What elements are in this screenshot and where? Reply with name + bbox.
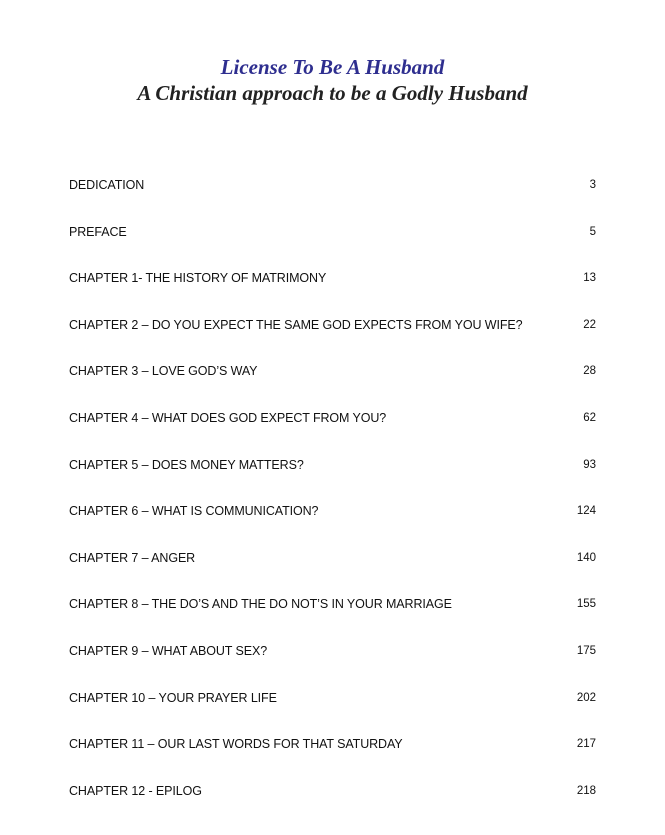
toc-entry-preface[interactable] (69, 219, 596, 266)
toc-page-number: 124 (576, 505, 596, 518)
toc-entry-label: CHAPTER 6 – WHAT IS COMMUNICATION? (69, 504, 319, 519)
toc-entry-label: CHAPTER 12 - EPILOG (69, 783, 202, 798)
toc-entry-label: PREFACE (69, 224, 127, 239)
toc-entry-chapter-8[interactable] (69, 591, 596, 638)
toc-entry-label: CHAPTER 2 – DO YOU EXPECT THE SAME GOD EXPECTS FROM YOU WIFE? (69, 317, 523, 332)
toc-page-number: 13 (583, 272, 596, 285)
toc-entry-chapter-4[interactable] (69, 405, 596, 452)
toc-entry-label: CHAPTER 4 – WHAT DOES GOD EXPECT FROM YOU? (69, 410, 387, 425)
toc-page-number: 5 (589, 225, 596, 238)
toc-entry-label: CHAPTER 3 – LOVE GOD’S WAY (69, 364, 258, 379)
toc-page-number: 175 (576, 644, 596, 657)
toc-page-number: 202 (576, 691, 596, 704)
toc-page-number: 62 (583, 411, 596, 424)
toc-entry-chapter-1[interactable] (69, 265, 596, 312)
toc-entry-label: CHAPTER 10 – YOUR PRAYER LIFE (69, 690, 277, 705)
toc-entry-label: CHAPTER 9 – WHAT ABOUT SEX? (69, 643, 268, 658)
toc-page-number: 3 (589, 179, 596, 191)
toc-page-number: 218 (576, 784, 596, 797)
toc-page-number: 28 (583, 365, 596, 378)
toc-page-number: 22 (583, 318, 596, 331)
toc-page-number: 140 (576, 551, 596, 564)
document-title: License To Be A Husband (220, 55, 445, 79)
toc-entry-chapter-7[interactable] (69, 545, 596, 592)
toc-entry-chapter-2[interactable] (69, 312, 596, 359)
toc-entry-chapter-10[interactable] (69, 685, 596, 732)
toc-entry-label: DEDICATION (69, 178, 145, 192)
toc-entry-label: CHAPTER 8 – THE DO’S AND THE DO NOT’S IN YOUR MARRIAGE (69, 597, 452, 612)
table-of-contents (69, 172, 596, 824)
toc-entry-label: CHAPTER 5 – DOES MONEY MATTERS? (69, 457, 304, 472)
toc-entry-label: CHAPTER 7 – ANGER (69, 550, 196, 565)
toc-entry-chapter-3[interactable] (69, 358, 596, 405)
toc-entry-label: CHAPTER 1- THE HISTORY OF MATRIMONY (69, 271, 327, 286)
document-subtitle: A Christian approach to be a Godly Husband (137, 81, 528, 105)
toc-entry-label: CHAPTER 11 – OUR LAST WORDS FOR THAT SATURDAY (69, 737, 403, 752)
toc-page-number: 93 (583, 458, 596, 471)
toc-page-number: 217 (576, 738, 596, 751)
toc-entry-dedication[interactable] (69, 172, 596, 219)
toc-entry-chapter-12[interactable] (69, 778, 596, 825)
toc-page-number: 155 (576, 598, 596, 611)
toc-entry-chapter-6[interactable] (69, 498, 596, 545)
toc-entry-chapter-9[interactable] (69, 638, 596, 685)
toc-entry-chapter-5[interactable] (69, 452, 596, 499)
toc-entry-chapter-11[interactable] (69, 731, 596, 778)
